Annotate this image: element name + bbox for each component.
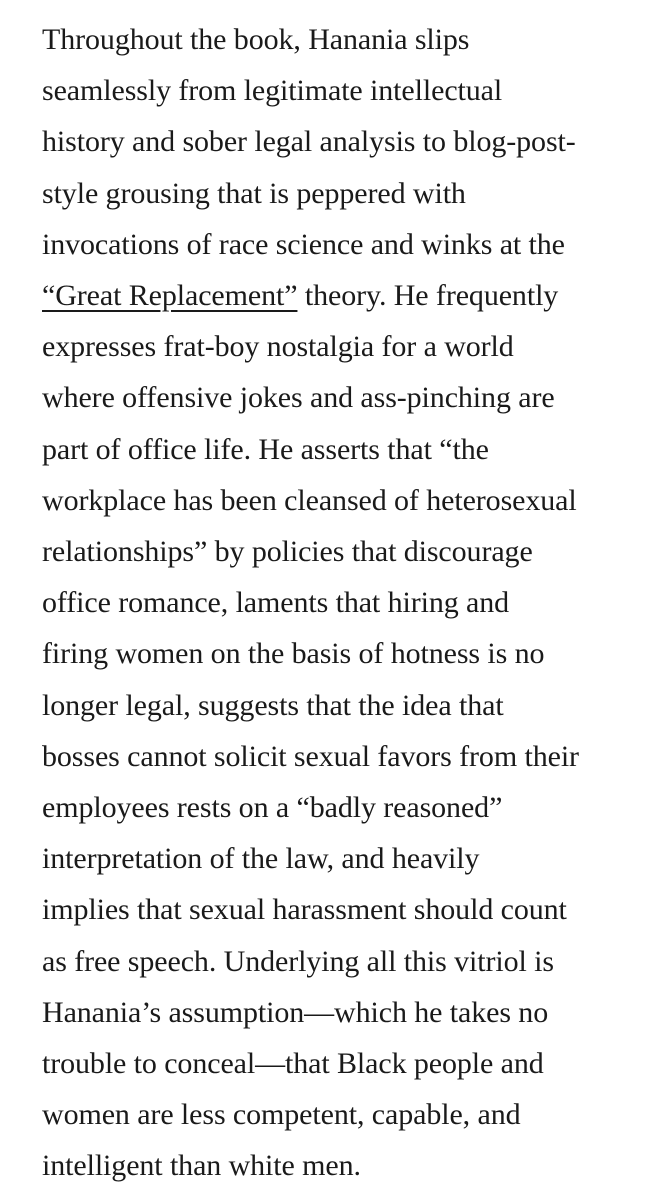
paragraph-line: bosses cannot solicit sexual favors from their <box>42 739 579 773</box>
paragraph-line: interpretation of the law, and heavily <box>42 842 480 876</box>
paragraph-line-continuation: theory. He frequently <box>297 279 559 313</box>
paragraph-line: implies that sexual harassment should count <box>42 893 567 927</box>
paragraph-line: as free speech. Underlying all this vitriol is <box>42 944 554 978</box>
paragraph-line: Throughout the book, Hanania slips <box>42 23 470 56</box>
paragraph-line: seamlessly from legitimate intellectual <box>42 74 503 108</box>
paragraph-line: workplace has been cleansed of heterosexual <box>42 483 577 517</box>
article-paragraph <box>42 14 642 1192</box>
paragraph-line: invocations of race science and winks at the <box>42 227 565 261</box>
paragraph-line: women are less competent, capable, and <box>42 1098 521 1132</box>
paragraph-line: relationships” by policies that discourage <box>42 535 533 569</box>
paragraph-line: intelligent than white men. <box>42 1149 361 1183</box>
paragraph-line: part of office life. He asserts that “the <box>42 432 489 466</box>
paragraph-line: employees rests on a “badly reasoned” <box>42 791 503 825</box>
paragraph-line: expresses frat-boy nostalgia for a world <box>42 330 514 364</box>
paragraph-line: history and sober legal analysis to blog-post- <box>42 125 576 159</box>
great-replacement-link[interactable]: “Great Replacement” <box>42 279 298 313</box>
paragraph-line-with-link <box>42 270 642 321</box>
paragraph-line: office romance, laments that hiring and <box>42 586 510 620</box>
paragraph-line: firing women on the basis of hotness is no <box>42 637 545 671</box>
paragraph-line: trouble to conceal—that Black people and <box>42 1047 544 1081</box>
paragraph-line: style grousing that is peppered with <box>42 176 466 210</box>
paragraph-line: Hanania’s assumption—which he takes no <box>42 995 549 1029</box>
paragraph-line: longer legal, suggests that the idea that <box>42 688 504 722</box>
paragraph-line: where offensive jokes and ass-pinching are <box>42 381 555 415</box>
